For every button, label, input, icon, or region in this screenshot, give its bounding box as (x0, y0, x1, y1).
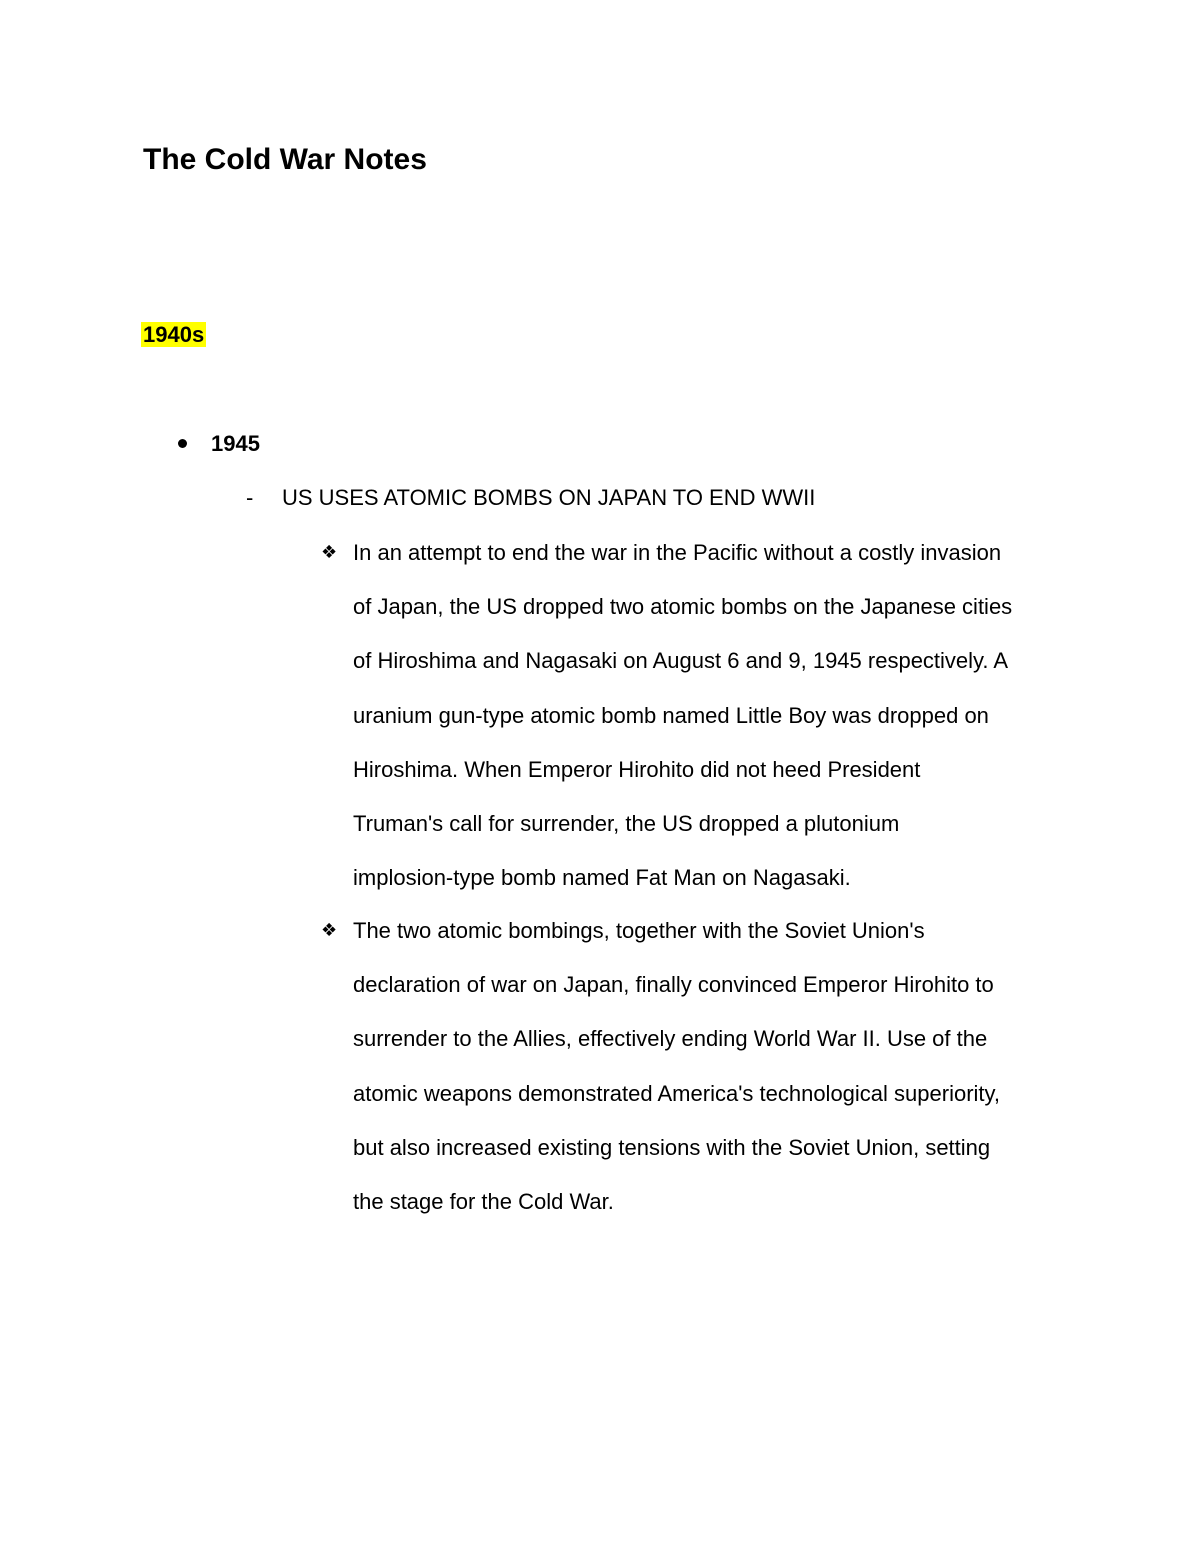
event-heading (246, 483, 815, 513)
year-label: 1945 (211, 431, 260, 456)
note-line: atomic weapons demonstrated America's technological superiority, (353, 1080, 1001, 1106)
dash-bullet: - (246, 485, 254, 510)
note-line: of Japan, the US dropped two atomic bombs on the Japanese cities (353, 594, 1013, 620)
note-line: Hiroshima. When Emperor Hirohito did not heed President (353, 756, 921, 782)
diamond-bullet-icon: ❖ (321, 542, 338, 563)
decade-heading (141, 320, 206, 350)
note-line: the stage for the Cold War. (353, 1189, 614, 1215)
decade-heading-highlight: 1940s (143, 322, 205, 347)
year-bullet (178, 429, 260, 459)
note-line: In an attempt to end the war in the Pacific without a costly invasion (353, 540, 1002, 565)
note-paragraph (353, 904, 1073, 1229)
note-line: surrender to the Allies, effectively ending World War II. Use of the (353, 1026, 988, 1052)
note-paragraph (353, 526, 1073, 905)
diamond-bullet-icon: ❖ (321, 920, 338, 941)
note-line: uranium gun-type atomic bomb named Little Boy was dropped on (353, 702, 989, 728)
filled-circle-bullet-icon (178, 439, 187, 448)
note-line: implosion-type bomb named Fat Man on Nagasaki. (353, 865, 851, 891)
note-line: but also increased existing tensions with the Soviet Union, setting (353, 1134, 991, 1160)
document-title: The Cold War Notes (143, 143, 427, 176)
note-line: The two atomic bombings, together with the Soviet Union's (353, 918, 925, 943)
note-line: of Hiroshima and Nagasaki on August 6 and 9, 1945 respectively. A (353, 648, 1009, 674)
note-line: Truman's call for surrender, the US dropped a plutonium (353, 811, 900, 837)
note-line: declaration of war on Japan, finally convinced Emperor Hirohito to (353, 972, 994, 998)
event-heading-text: US USES ATOMIC BOMBS ON JAPAN TO END WWII (282, 485, 816, 510)
